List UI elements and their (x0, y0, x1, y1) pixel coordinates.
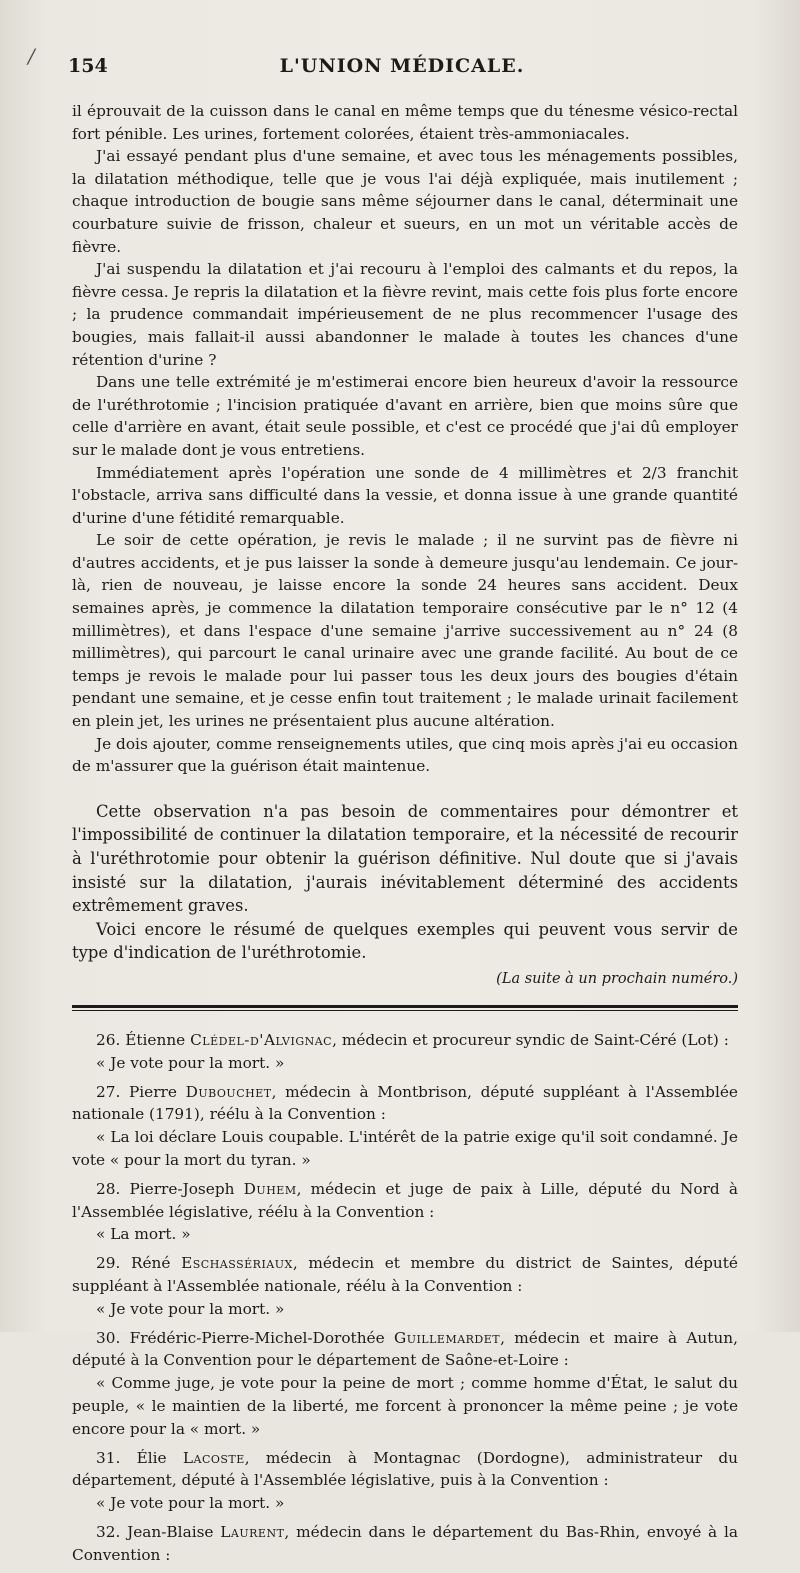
entry-description: , médecin et maire à Autun, député à la Convention pour le département de Saône-et-Loire : (72, 1328, 738, 1370)
entry-quote: « Je vote pour la mort. » (96, 1053, 285, 1072)
entry-quote: « Je vote pour la mort. » (96, 1494, 285, 1513)
page-header (68, 55, 736, 83)
vote-entry (72, 1521, 738, 1567)
entry-surname: Clédel-d'Alvignac (190, 1030, 333, 1049)
entry-description: , médecin à Montbrison, député suppléant à l'Assemblée nationale (1791), réélu à la Convention : (72, 1082, 738, 1124)
entry-given-names: Étienne (125, 1030, 186, 1049)
article-paragraph: Immédiatement après l'opération une sonde de 4 millimètres et 2/3 franchit l'obstacle, arriva sans difficulté dans la vessie, et donna issue à une grande quantité d'urine d'une fétidité remarquable. (72, 463, 738, 527)
section-divider (72, 1005, 738, 1011)
entry-surname: Dubouchet (185, 1082, 272, 1101)
article-paragraph: J'ai suspendu la dilatation et j'ai recouru à l'emploi des calmants et du repos, la fièvre cessa. Je repris la dilatation et la fièvre revint, mais cette fois plus forte encore ; la prudence commandait impérieusement de ne plus recommencer l'usage des bougies, mais fallait-il aussi abandonner le malade à toutes les chances d'une rétention d'urine ? (72, 260, 738, 369)
entry-number: 30. (96, 1328, 121, 1347)
margin-mark: / (28, 44, 35, 68)
conclusion-paragraph: Voici encore le résumé de quelques exemples qui peuvent vous servir de type d'indication de l'uréthrotomie. (72, 919, 738, 963)
vote-entry (72, 1327, 738, 1441)
entry-description: , médecin et juge de paix à Lille, député du Nord à l'Assemblée législative, réélu à la Convention : (72, 1179, 738, 1221)
entry-surname: Lacoste (182, 1448, 245, 1467)
entry-surname: Guillemardet (393, 1328, 501, 1347)
entry-quote: « La loi déclare Louis coupable. L'intérêt de la patrie exige qu'il soit condamné. Je vote « pour la mort du tyran. » (72, 1128, 738, 1169)
entry-given-names: Réné (130, 1254, 171, 1273)
entry-surname: Duhem (243, 1179, 297, 1198)
entry-given-names: Jean-Blaise (127, 1522, 214, 1541)
entry-number: 27. (96, 1082, 121, 1101)
entry-given-names: Pierre (129, 1082, 177, 1101)
article-paragraph: il éprouvait de la cuisson dans le canal en même temps que du ténesme vésico-rectal fort pénible. Les urines, fortement colorées, étaient très-ammoniacales. (72, 102, 738, 143)
entry-number: 29. (96, 1254, 121, 1273)
entry-quote: « Comme juge, je vote pour la peine de mort ; comme homme d'État, le salut du peuple, « le maintien de la liberté, me forcent à prononcer la même peine ; je vote encore pour la « mort. » (72, 1374, 738, 1438)
entry-surname: Laurent (220, 1522, 285, 1541)
article-paragraph: J'ai essayé pendant plus d'une semaine, et avec tous les ménagements possibles, la dilatation méthodique, telle que je vous l'ai déjà expliquée, mais inutilement ; chaque introduction de bougie sans même séjourner dans le canal, déterminait une courbature suivie de frisson, chaleur et sueurs, en un mot un véritable accès de fièvre. (72, 147, 738, 256)
entry-description: , médecin dans le département du Bas-Rhin, envoyé à la Convention : (72, 1522, 738, 1564)
entry-given-names: Pierre-Joseph (129, 1179, 235, 1198)
entry-quote: « La mort. » (96, 1225, 191, 1244)
vote-entry (72, 1447, 738, 1515)
vote-entry (72, 1081, 738, 1172)
vote-entry (72, 1252, 738, 1320)
entry-given-names: Frédéric-Pierre-Michel-Dorothée (129, 1328, 385, 1347)
article-paragraph: Dans une telle extrémité je m'estimerai encore bien heureux d'avoir la ressource de l'uréthrotomie ; l'incision pratiquée d'avant en arrière, bien que moins sûre que celle d'arrière en avant, était seule possible, et c'est ce procédé que j'ai dû employer sur le malade dont je vous entretiens. (72, 373, 738, 459)
entry-number: 26. (96, 1030, 121, 1049)
entry-description: , médecin à Montagnac (Dordogne), administrateur du département, député à l'Assemblée législative, puis à la Convention : (72, 1448, 739, 1490)
conclusion-paragraph: Cette observation n'a pas besoin de commentaires pour démontrer et l'impossibilité de continuer la dilatation temporaire, et la nécessité de recourir à l'uréthrotomie pour obtenir la guérison définitive. Nul doute que si j'avais insisté sur la dilatation, j'aurais inévitablement déterminé des accidents extrêmement graves. (72, 801, 738, 916)
entry-number: 31. (96, 1448, 121, 1467)
entry-number: 28. (96, 1179, 121, 1198)
vote-entry (72, 1029, 738, 1075)
vote-entry (72, 1178, 738, 1246)
page-number: 154 (68, 55, 108, 77)
entry-description: , médecin et membre du district de Saintes, député suppléant à l'Assemblée nationale, réélu à la Convention : (72, 1254, 738, 1295)
article-paragraph: Je dois ajouter, comme renseignements utiles, que cinq mois après j'ai eu occasion de m'assurer que la guérison était maintenue. (72, 734, 738, 776)
vote-entries (72, 1029, 738, 1567)
entry-given-names: Élie (136, 1448, 167, 1467)
entry-number: 32. (96, 1522, 121, 1541)
conclusion-block (72, 800, 738, 965)
article-paragraph: Le soir de cette opération, je revis le malade ; il ne survint pas de fièvre ni d'autres accidents, et je pus laisser la sonde à demeure jusqu'au lendemain. Ce jour-là, rien de nouveau, je laisse encore la sonde 24 heures sans accident. Deux semaines après, je commence la dilatation temporaire consécutive par le n° 12 (4 millimètres), et dans l'espace d'une semaine j'arrive successivement au n° 24 (8 millimètres), qui parcourt le canal urinaire avec une grande facilité. Au bout de ce temps je revois le malade pour lui passer tous les deux jours des bougies d'étain pendant une semaine, et je cesse enfin tout traitement ; le malade urinait facilement en plein jet, les urines ne présentaient plus aucune altération. (72, 531, 738, 731)
entry-surname: Eschassériaux (181, 1254, 293, 1273)
running-title: L'UNION MÉDICALE. (279, 55, 525, 77)
article-body (72, 100, 738, 1573)
entry-description: , médecin et procureur syndic de Saint-Céré (Lot) : (332, 1030, 729, 1049)
continuation-note: (La suite à un prochain numéro.) (496, 970, 738, 987)
entry-quote: « Je vote pour la mort. » (96, 1299, 285, 1318)
